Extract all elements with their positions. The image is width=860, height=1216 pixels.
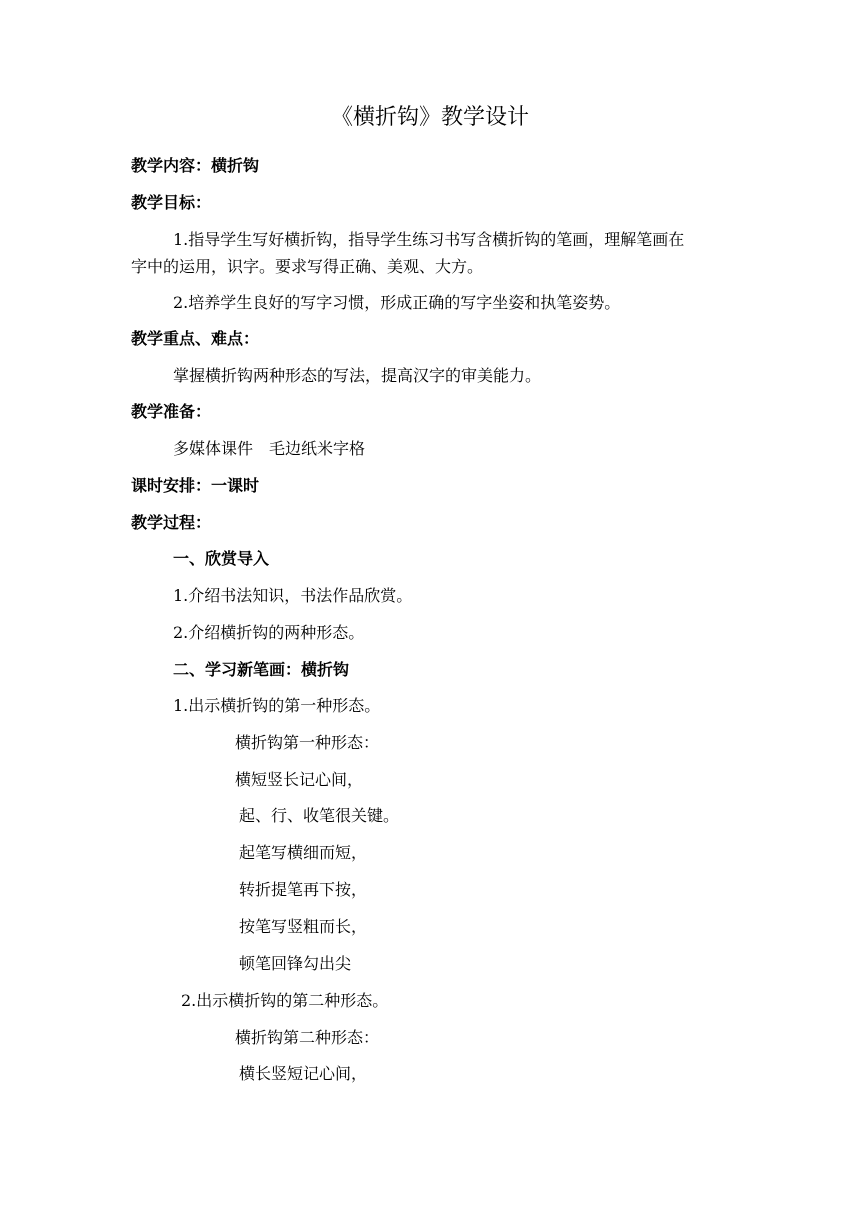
- document-title: 《横折钩》教学设计: [330, 105, 529, 130]
- form-1-line: 顿笔回锋勾出尖: [239, 954, 352, 973]
- process-heading: 教学过程：: [131, 513, 212, 532]
- form-2-line: 横折钩第二种形态：: [235, 1028, 380, 1047]
- schedule: 课时安排：一课时: [131, 476, 260, 495]
- section-1-item-2: 2.介绍横折钩的两种形态。: [173, 623, 365, 642]
- key-points-heading: 教学重点、难点：: [131, 329, 260, 348]
- preparation-text: 多媒体课件 毛边纸米字格: [173, 439, 366, 458]
- preparation-heading: 教学准备：: [131, 402, 212, 421]
- form-1-line: 转折提笔再下按，: [239, 880, 368, 899]
- form-1-line: 横折钩第一种形态：: [235, 733, 380, 752]
- form-2-line: 横长竖短记心间，: [239, 1064, 368, 1083]
- section-1-item-1: 1.介绍书法知识，书法作品欣赏。: [173, 586, 413, 605]
- section-2-heading: 二、学习新笔画：横折钩: [173, 660, 350, 679]
- section-1-heading: 一、欣赏导入: [173, 549, 270, 568]
- teaching-content: 教学内容：横折钩: [131, 156, 260, 175]
- section-2-item-1: 1.出示横折钩的第一种形态。: [173, 696, 381, 715]
- form-1-line: 起笔写横细而短，: [239, 843, 368, 862]
- form-1-line: 起、行、收笔很关键。: [239, 806, 400, 825]
- goals-heading: 教学目标：: [131, 193, 212, 212]
- goal-1-line-1: 1.指导学生写好横折钩，指导学生练习书写含横折钩的笔画，理解笔画在: [173, 230, 685, 249]
- goal-2: 2.培养学生良好的写字习惯，形成正确的写字坐姿和执笔姿势。: [173, 293, 621, 312]
- form-1-line: 按笔写竖粗而长，: [239, 917, 368, 936]
- goal-1-line-2: 字中的运用，识字。要求写得正确、美观、大方。: [131, 257, 484, 276]
- key-points-text: 掌握横折钩两种形态的写法，提高汉字的审美能力。: [173, 366, 542, 385]
- section-2-item-2: 2.出示横折钩的第二种形态。: [181, 991, 389, 1010]
- form-1-line: 横短竖长记心间，: [235, 770, 364, 789]
